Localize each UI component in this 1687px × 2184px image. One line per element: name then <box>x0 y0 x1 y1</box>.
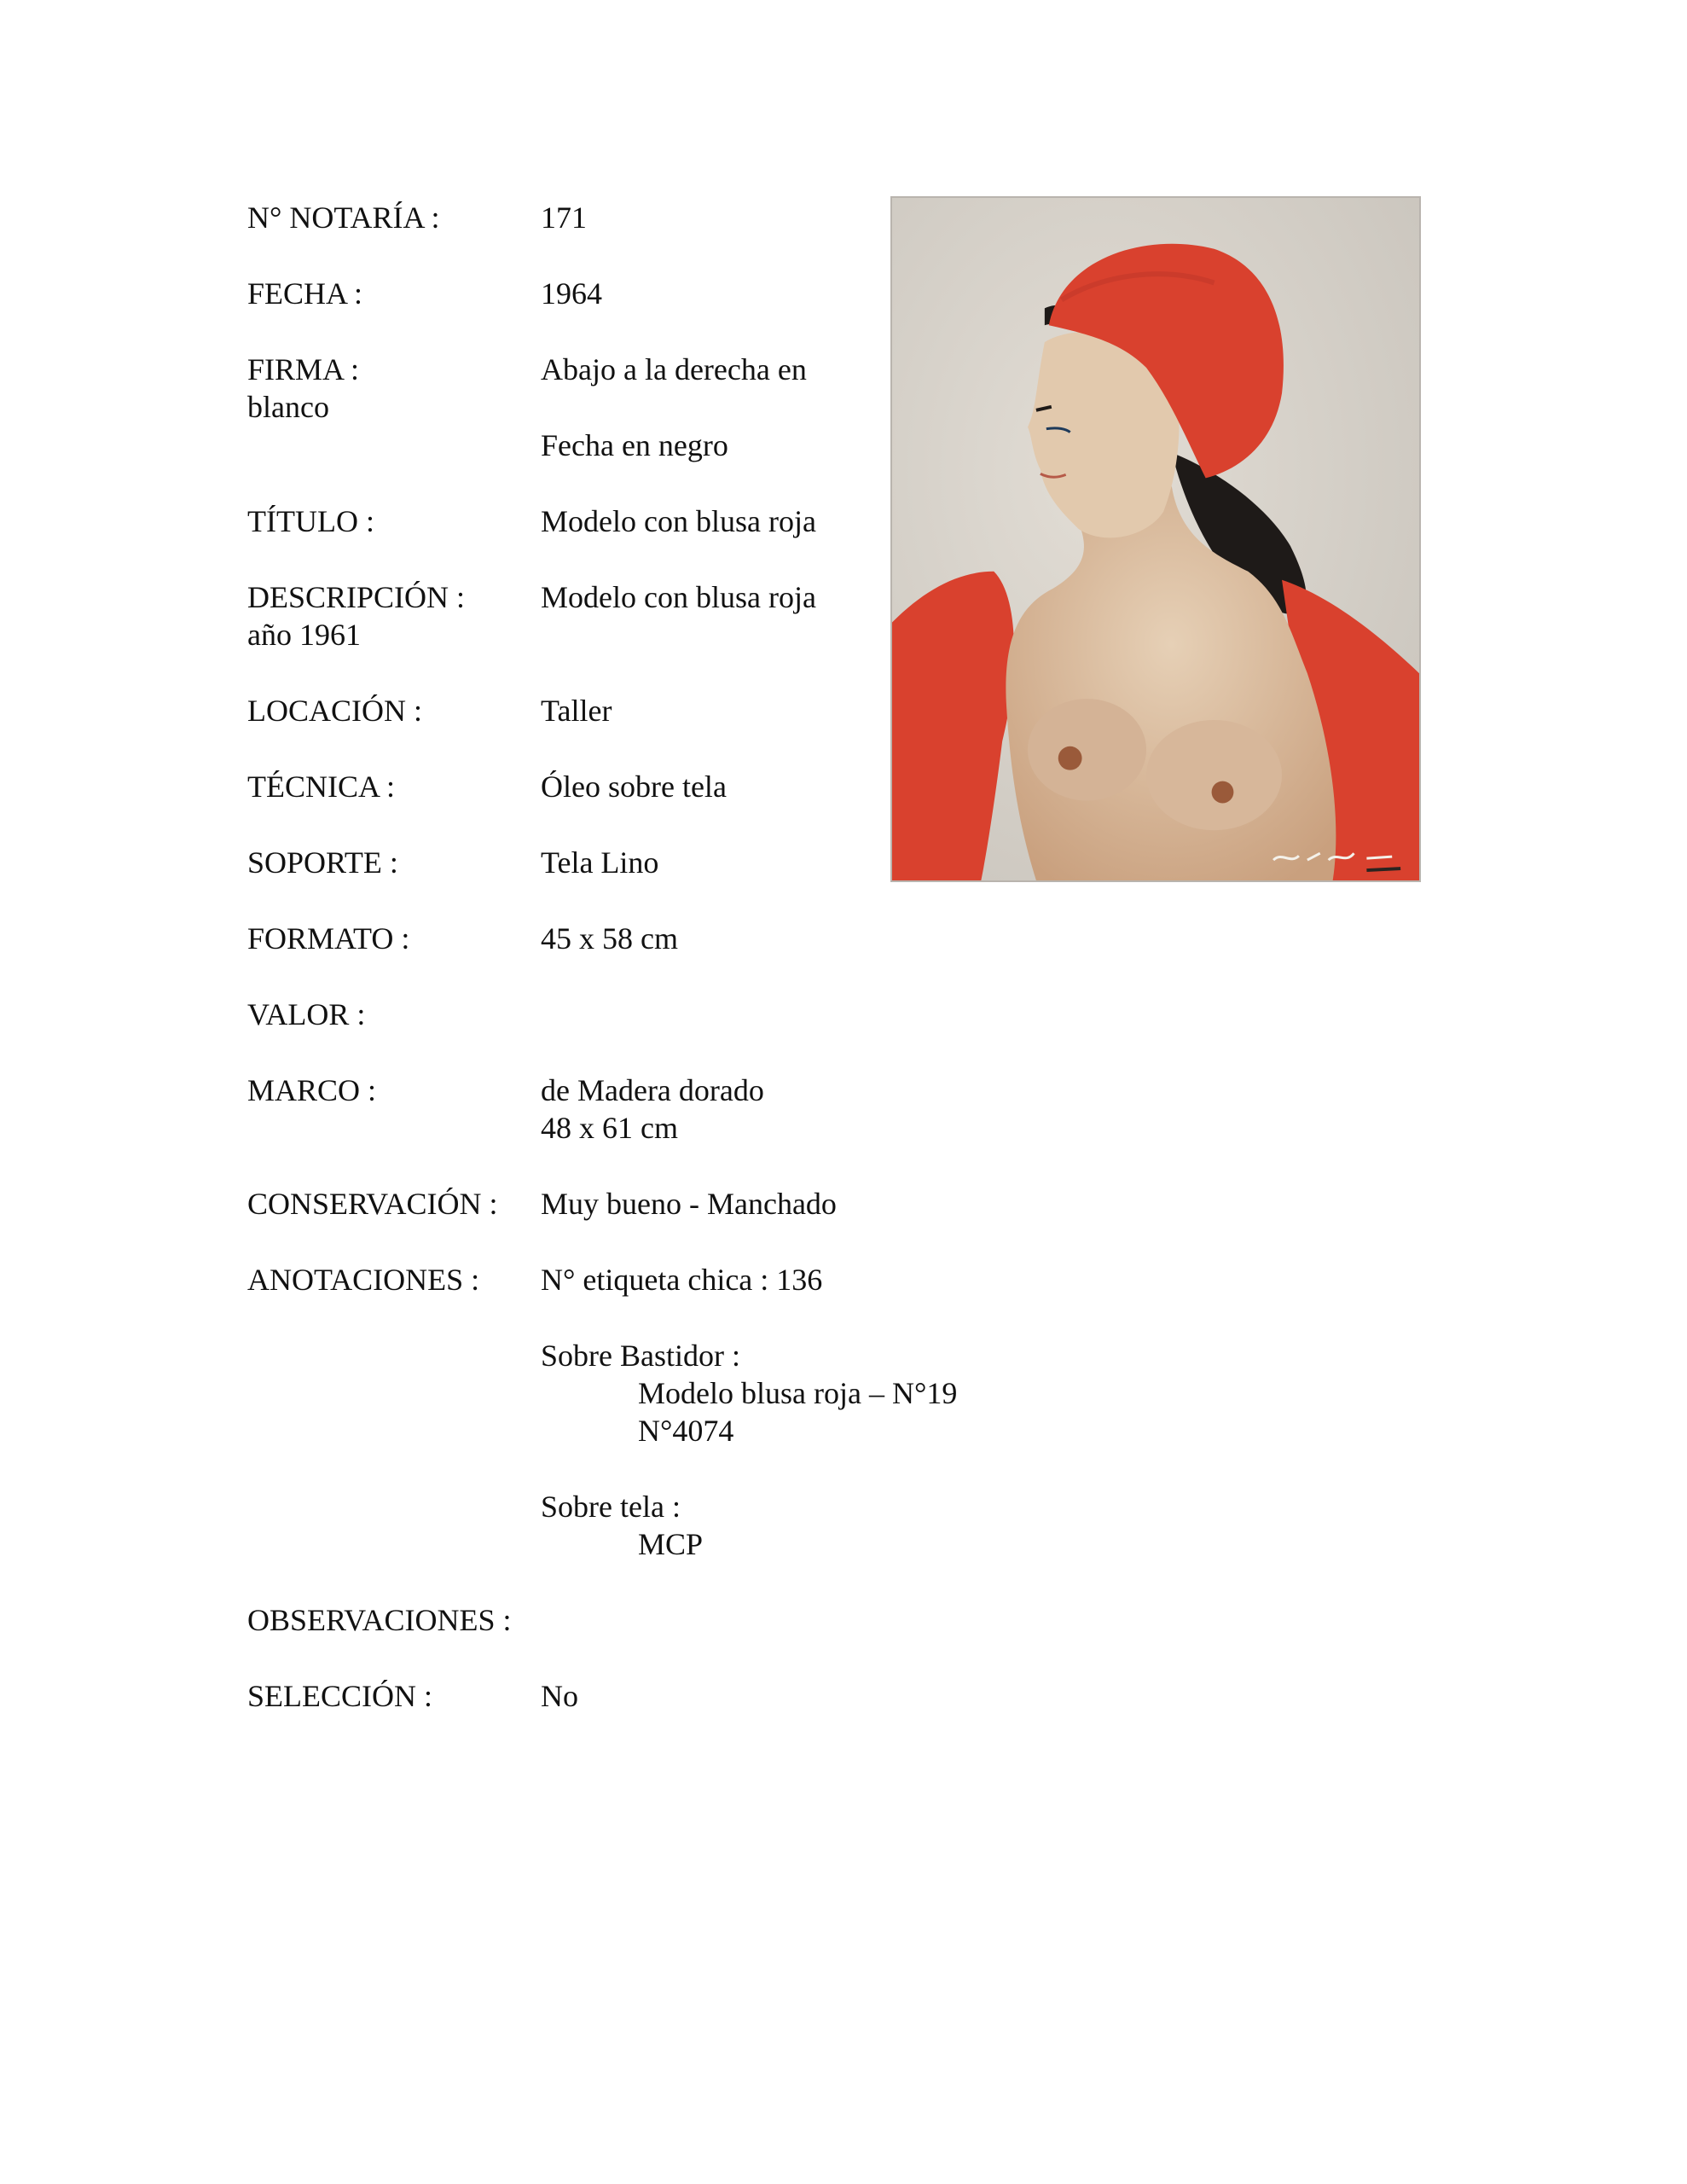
descripcion-value: Modelo con blusa roja <box>541 580 816 614</box>
titulo-label: TÍTULO : <box>247 504 374 538</box>
soporte-value: Tela Lino <box>541 845 659 880</box>
anotaciones-etiqueta: N° etiqueta chica : 136 <box>541 1263 823 1297</box>
notaria-label: N° NOTARÍA : <box>247 200 440 235</box>
valor-label: VALOR : <box>247 997 366 1031</box>
observaciones-label: OBSERVACIONES : <box>247 1603 512 1637</box>
formato-label: FORMATO : <box>247 921 410 956</box>
tecnica-label: TÉCNICA : <box>247 770 396 804</box>
seleccion-value: No <box>541 1679 578 1713</box>
fecha-label: FECHA : <box>247 276 363 311</box>
soporte-label: SOPORTE : <box>247 845 398 880</box>
firma-label: FIRMA : <box>247 352 360 386</box>
firma-label-cont: blanco <box>247 390 329 424</box>
formato-value: 45 x 58 cm <box>541 921 678 956</box>
conservacion-value: Muy bueno - Manchado <box>541 1187 837 1221</box>
tecnica-value: Óleo sobre tela <box>541 770 727 804</box>
descripcion-label-cont: año 1961 <box>247 618 361 652</box>
anotaciones-bastidor-line1: Modelo blusa roja – N°19 <box>638 1376 958 1410</box>
locacion-value: Taller <box>541 694 612 728</box>
anotaciones-label: ANOTACIONES : <box>247 1263 480 1297</box>
descripcion-label: DESCRIPCIÓN : <box>247 580 466 614</box>
painting-canvas <box>892 198 1419 880</box>
marco-label: MARCO : <box>247 1073 377 1107</box>
anotaciones-bastidor-line2: N°4074 <box>638 1414 734 1448</box>
notaria-value: 171 <box>541 200 587 235</box>
anotaciones-bastidor-heading: Sobre Bastidor : <box>541 1339 740 1373</box>
anotaciones-tela-heading: Sobre tela : <box>541 1490 681 1524</box>
painting-image <box>890 196 1421 882</box>
firma-value-line1: Abajo a la derecha en <box>541 352 807 386</box>
anotaciones-tela-line1: MCP <box>638 1527 704 1561</box>
titulo-value: Modelo con blusa roja <box>541 504 816 538</box>
seleccion-label: SELECCIÓN : <box>247 1679 433 1713</box>
locacion-label: LOCACIÓN : <box>247 694 422 728</box>
fecha-value: 1964 <box>541 276 602 311</box>
firma-value-line2: Fecha en negro <box>541 428 728 462</box>
marco-value-line2: 48 x 61 cm <box>541 1111 678 1145</box>
marco-value-line1: de Madera dorado <box>541 1073 764 1107</box>
conservacion-label: CONSERVACIÓN : <box>247 1187 498 1221</box>
